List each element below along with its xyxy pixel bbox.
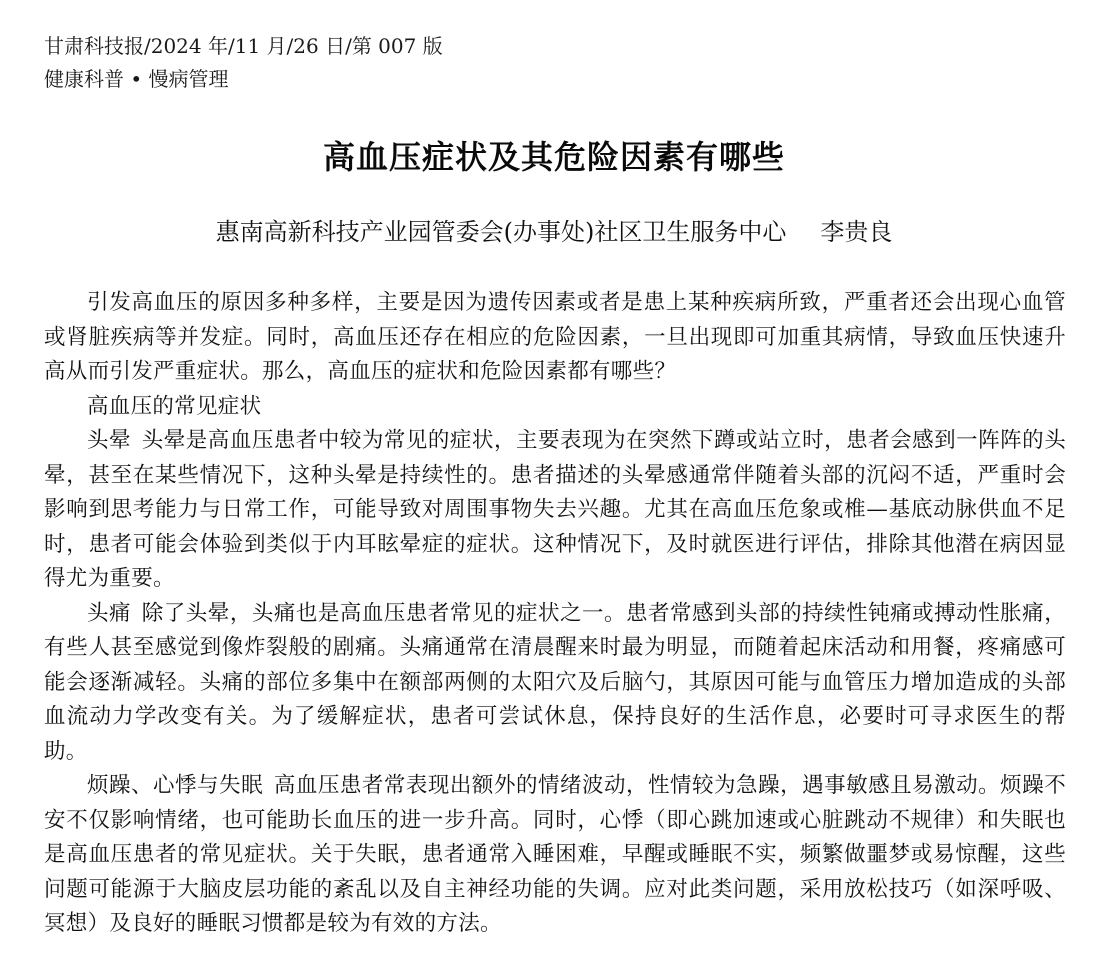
section-heading: 高血压的常见症状 (87, 393, 262, 419)
masthead (44, 30, 443, 96)
symptom-lead: 头晕 (87, 428, 132, 453)
column-line: 健康科普 • 慢病管理 (44, 67, 229, 91)
symptom-text: 头晕是高血压患者中较为常见的症状，主要表现为在突然下蹲或站立时，患者会感到一阵阵的头晕，甚至在某些情况下，这种头晕是持续性的。患者描述的头晕感通常伴随着头部的沉闷不适，严重时会影响到思考能力与日常工作，可能导致对周围事物失去兴趣。尤其在高血压危象或椎—基底动脉供血不足时，患者可能会体验到类似于内耳眩晕症的症状。这种情况下，及时就医进行评估，排除其他潜在病因显得尤为重要。 (44, 428, 1066, 591)
symptom-text: 高血压患者常表现出额外的情绪波动，性情较为急躁，遇事敏感且易激动。烦躁不安不仅影响情绪，也可能助长血压的进一步升高。同时，心悸（即心跳加速或心脏跳动不规律）和失眠也是高血压患者的常见症状。关于失眠，患者通常入睡困难，早醒或睡眠不实，频繁做噩梦或易惊醒，这些问题可能源于大脑皮层功能的紊乱以及自主神经功能的失调。应对此类问题，采用放松技巧（如深呼吸、冥想）及良好的睡眠习惯都是较为有效的方法。 (44, 773, 1066, 936)
symptom-paragraph-irritability (44, 769, 1066, 942)
article-body (44, 286, 1066, 942)
symptom-paragraph-dizziness (44, 424, 1066, 597)
symptom-lead: 烦躁、心悸与失眠 (87, 773, 264, 798)
symptom-lead: 头痛 (87, 600, 132, 626)
symptom-text: 除了头晕，头痛也是高血压患者常见的症状之一。患者常感到头部的持续性钝痛或搏动性胀痛，有些人甚至感觉到像炸裂般的剧痛。头痛通常在清晨醒来时最为明显，而随着起床活动和用餐，疼痛感可能会逐渐减轻。头痛的部位多集中在额部两侧的太阳穴及后脑勺，其原因可能与血管压力增加造成的头部血流动力学改变有关。为了缓解症状，患者可尝试休息，保持良好的生活作息，必要时可寻求医生的帮助。 (44, 600, 1066, 764)
newspaper-source-line: 甘肃科技报/2024 年/11 月/26 日/第 007 版 (44, 34, 443, 58)
symptom-paragraph-headache (44, 597, 1066, 770)
author-organization: 惠南高新科技产业园管委会(办事处)社区卫生服务中心 (215, 218, 787, 246)
article-byline (0, 212, 1108, 247)
author-name: 李贵良 (820, 218, 893, 246)
intro-paragraph: 引发高血压的原因多种多样，主要是因为遗传因素或者是患上某种疾病所致，严重者还会出现心血管或肾脏疾病等并发症。同时，高血压还存在相应的危险因素，一旦出现即可加重其病情，导致血压快速升高从而引发严重症状。那么，高血压的症状和危险因素都有哪些？ (44, 290, 1066, 384)
article-title: 高血压症状及其危险因素有哪些 (322, 138, 785, 176)
